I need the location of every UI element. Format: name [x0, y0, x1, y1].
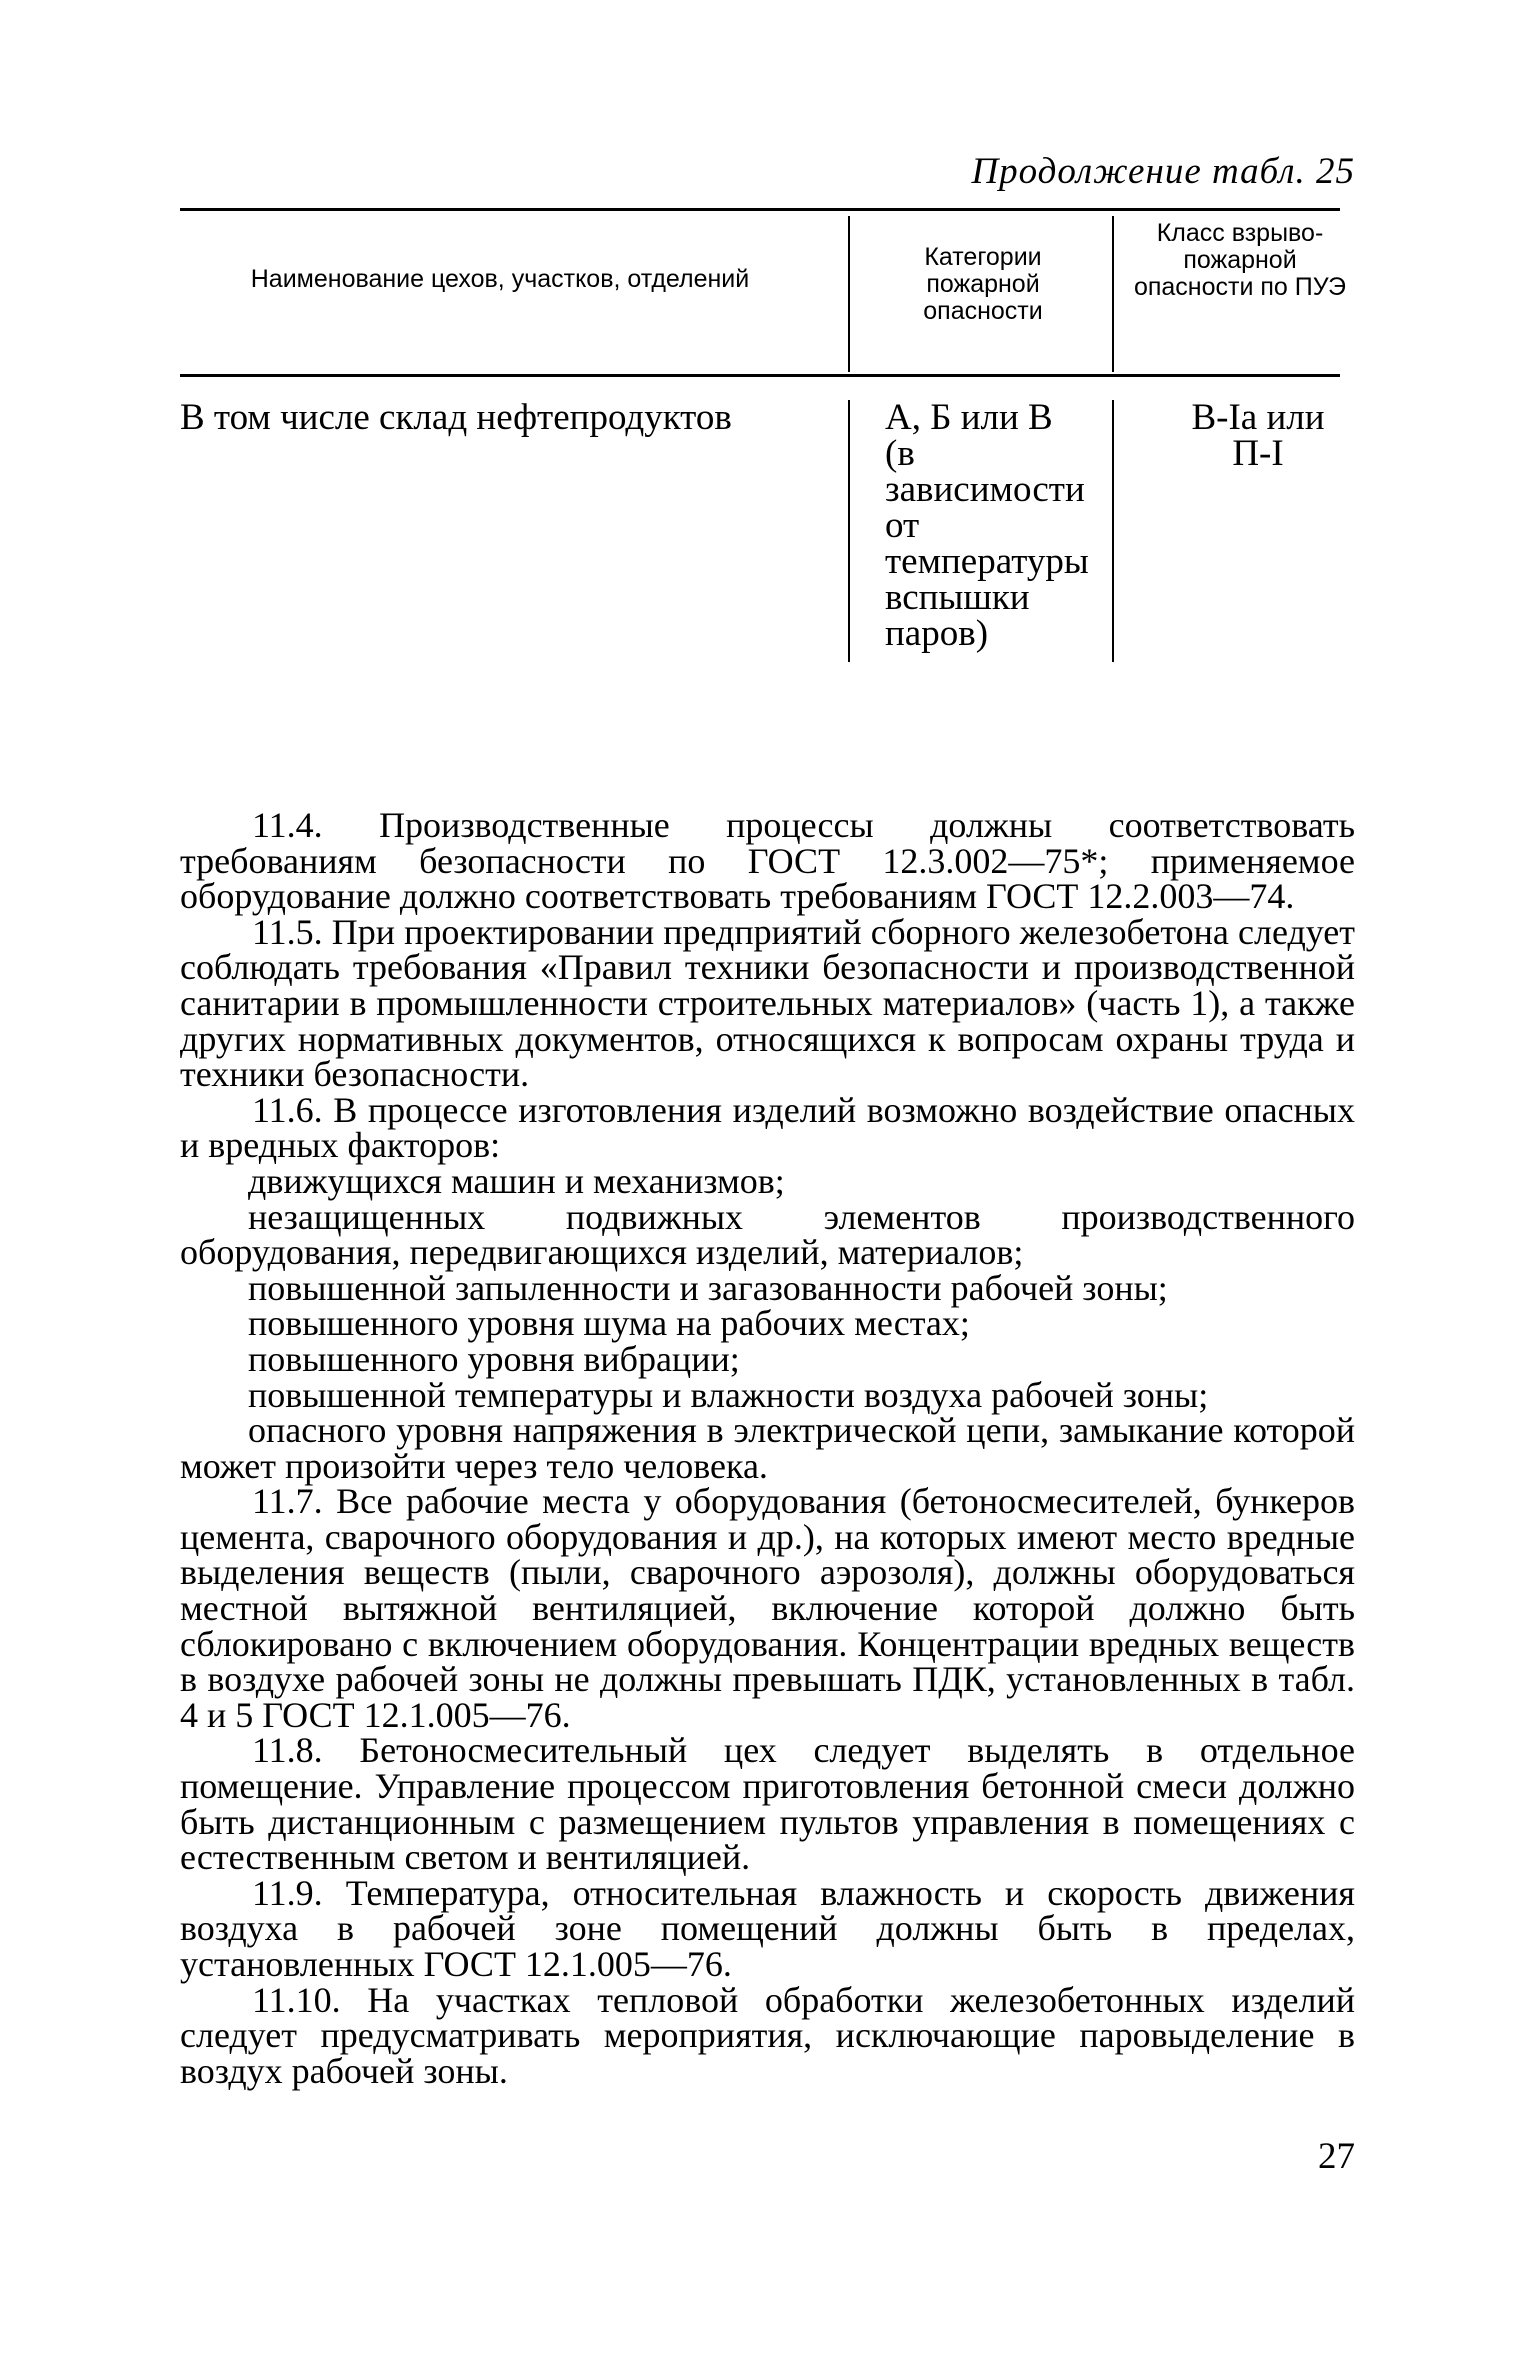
- paragraph-11-8: 11.8. Бетоносмесительный цех следует выделять в отдельное помещение. Управление процессом приготовления бетонной смеси должно быть дистанционным с размещением пультов управления в помещениях с естественным светом и вентиляцией.: [180, 1730, 1355, 1878]
- list-item: повышенного уровня вибрации;: [248, 1338, 740, 1379]
- table-top-rule: [180, 208, 1340, 211]
- page-number: 27: [1318, 2136, 1355, 2177]
- list-item: повышенной температуры и влажности воздуха рабочей зоны;: [248, 1374, 1209, 1415]
- column-header-class: Класс взрыво-пожарной опасности по ПУЭ: [1133, 219, 1347, 301]
- table-col-divider: [1112, 400, 1114, 662]
- list-item: повышенной запыленности и загазованности рабочей зоны;: [248, 1267, 1168, 1308]
- list-item: движущихся машин и механизмов;: [248, 1160, 785, 1201]
- column-header-category: Категории пожарной опасности: [923, 243, 1043, 325]
- paragraph-11-5: 11.5. При проектировании предприятий сборного железобетона следует соблюдать требования «Правил техники безопасности и производственной санитарии в промышленности строительных материалов» (часть 1), а также других нормативных документов, относящихся к вопросам охраны труда и техники безопасности.: [180, 911, 1355, 1095]
- body-text: [180, 805, 1355, 2091]
- paragraph-11-6: 11.6. В процессе изготовления изделий возможно воздействие опасных и вредных факторов:: [180, 1089, 1355, 1166]
- table-caption: Продолжение табл. 25: [971, 151, 1355, 192]
- table-col-divider: [848, 400, 850, 662]
- table-cell-name: В том числе склад нефтепродуктов: [180, 397, 732, 438]
- table-col-divider: [1112, 216, 1114, 372]
- paragraph-11-4: 11.4. Производственные процессы должны соответствовать требованиям безопасности по ГОСТ 12.3.002—75*; применяемое оборудование должно соответствовать требованиям ГОСТ 12.2.003—74.: [180, 805, 1355, 917]
- list-item: опасного уровня напряжения в электрической цепи, замыкание которой может произойти через тело человека.: [180, 1410, 1355, 1486]
- column-header-name: Наименование цехов, участков, отделений: [250, 265, 750, 293]
- table-cell-class: В-Iа или П-I: [1191, 397, 1325, 474]
- paragraph-11-10: 11.10. На участках тепловой обработки железобетонных изделий следует предусматривать мероприятия, исключающие паровыделение в воздух рабочей зоны.: [180, 1979, 1355, 2091]
- list-item: повышенного уровня шума на рабочих местах;: [248, 1303, 970, 1344]
- list-item: незащищенных подвижных элементов производственного оборудования, передвигающихся изделий, материалов;: [180, 1196, 1355, 1273]
- table-header-rule: [180, 374, 1340, 377]
- table-cell-category: А, Б или В (в зависимости от температуры вспышки паров): [885, 397, 1089, 654]
- paragraph-11-9: 11.9. Температура, относительная влажность и скорость движения воздуха в рабочей зоне помещений должны быть в пределах, установленных ГОСТ 12.1.005—76.: [180, 1872, 1355, 1984]
- paragraph-11-7: 11.7. Все рабочие места у оборудования (бетоносмесителей, бункеров цемента, сварочного оборудования и др.), на которых имеют место вредные выделения веществ (пыли, сварочного аэрозоля), должны оборудоваться местной вытяжной вентиляцией, включение которой должно быть сблокировано с включением оборудования. Концентрации вредных веществ в воздухе рабочей зоны не должны превышать ПДК, установленных в табл. 4 и 5 ГОСТ 12.1.005—76.: [180, 1481, 1355, 1735]
- table-col-divider: [848, 216, 850, 372]
